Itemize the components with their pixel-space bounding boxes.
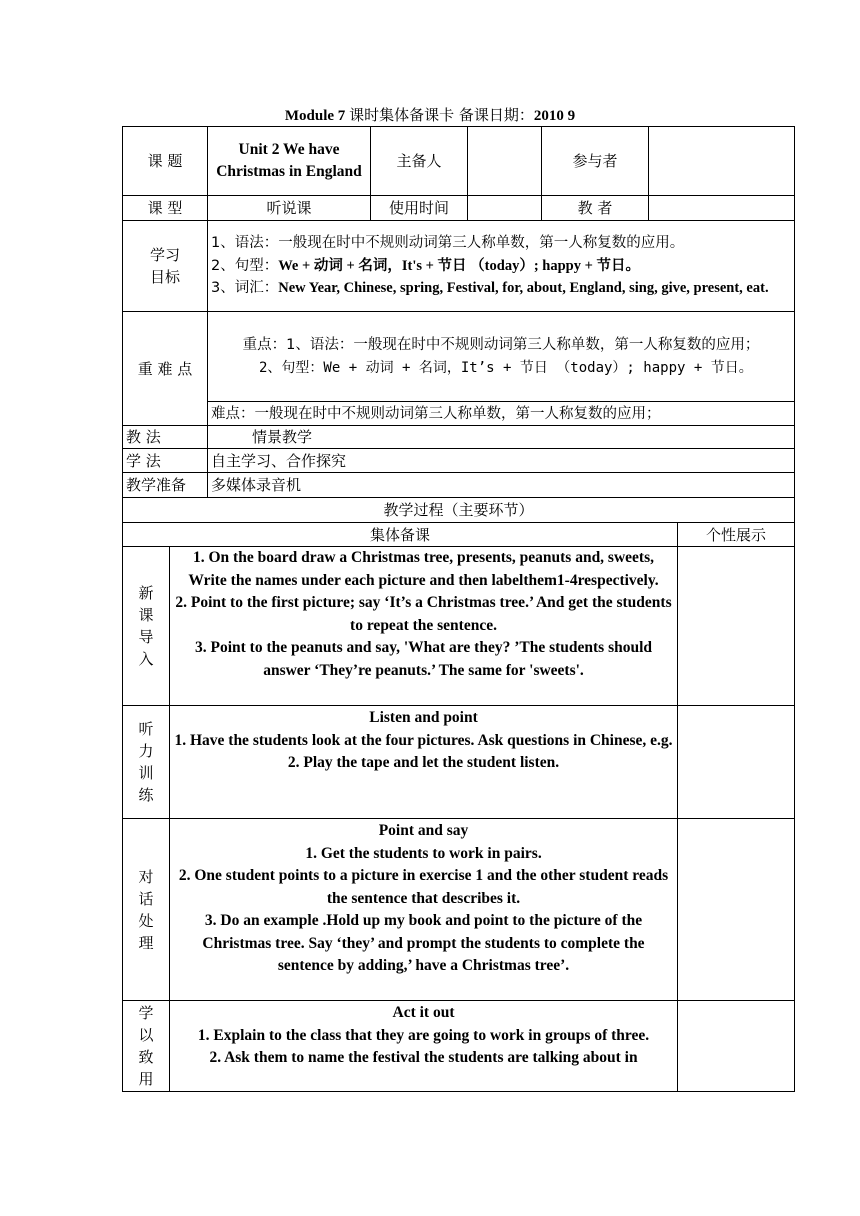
objectives-content xyxy=(208,221,795,312)
stage-content-intro xyxy=(170,547,678,706)
key-points-content xyxy=(208,312,795,402)
stage-line: Point and say xyxy=(378,822,469,839)
objectives-label-line2: 目标 xyxy=(149,268,180,286)
topic-label: 课 题 xyxy=(123,127,208,196)
host-label: 主备人 xyxy=(371,127,468,196)
title-date: 2010 9 xyxy=(533,108,576,124)
objective-vocabulary: 3、词汇：New Year, Chinese, spring, Festival, for, about, England, sing, give, present, eat. xyxy=(211,280,769,297)
collective-prep-header: 集体备课 xyxy=(123,523,678,547)
teacher-label: 教 者 xyxy=(542,196,649,221)
personal-display-header: 个性展示 xyxy=(678,523,795,547)
stage-line: Act it out xyxy=(392,1004,455,1021)
usage-time-value xyxy=(468,196,542,221)
stage-label-application: 学 以 致 用 xyxy=(123,1001,170,1092)
teaching-prep-value: 多媒体录音机 xyxy=(208,473,795,498)
personal-display-cell xyxy=(678,706,795,819)
key-point-pattern: 2、句型：We + 动词 + 名词，It’s + 节日 （today）; happy + 节日。 xyxy=(259,359,753,376)
personal-display-cell xyxy=(678,547,795,706)
process-heading: 教学过程（主要环节） xyxy=(123,498,795,523)
stage-line: 3. Do an example .Hold up my book and point to the picture of the Christmas tree. Say ‘they’ and prompt the students to complete the sentence by adding,’ have a Christmas tree’. xyxy=(202,912,645,974)
type-label: 课 型 xyxy=(123,196,208,221)
stage-line: 1. Have the students look at the four pictures. Ask questions in Chinese, e.g. xyxy=(174,731,673,749)
stage-line: 2. One student points to a picture in exercise 1 and the other student reads the sentence that describes it. xyxy=(178,867,669,907)
key-points-label: 重 难 点 xyxy=(123,312,208,426)
personal-display-cell xyxy=(678,819,795,1001)
objective-pattern: 2、句型：We + 动词 + 名词，It's + 节日 （today）; happy + 节日。 xyxy=(211,257,640,274)
difficult-point: 难点：一般现在时中不规则动词第三人称单数，第一人称复数的应用； xyxy=(208,402,795,426)
stage-line: 3. Point to the peanuts and say, 'What are they? ’The students should answer ‘They’re peanuts.’ The same for 'sweets'. xyxy=(194,639,653,679)
objectives-label-line1: 学习 xyxy=(149,246,180,264)
stage-line: 1. Explain to the class that they are going to work in groups of three. xyxy=(197,1026,650,1044)
host-value xyxy=(468,127,542,196)
teaching-prep-label: 教学准备 xyxy=(123,473,208,498)
stage-content-application xyxy=(170,1001,678,1092)
page-title xyxy=(0,104,860,125)
objective-grammar: 1、语法：一般现在时中不规则动词第三人称单数，第一人称复数的应用。 xyxy=(211,235,685,252)
stage-label-dialogue: 对 话 处 理 xyxy=(123,819,170,1001)
stage-line: 1. On the board draw a Christmas tree, presents, peanuts and, sweets, Write the names under each picture and then labelthem1-4respectively. xyxy=(188,549,659,589)
stage-line: 1. Get the students to work in pairs. xyxy=(305,844,542,862)
participants-label: 参与者 xyxy=(542,127,649,196)
key-point-grammar: 重点：1、语法：一般现在时中不规则动词第三人称单数，第一人称复数的应用； xyxy=(242,337,760,353)
topic-value: Unit 2 We have Christmas in England xyxy=(208,127,371,196)
stage-content-listening xyxy=(170,706,678,819)
type-value: 听说课 xyxy=(208,196,371,221)
teaching-process-table xyxy=(122,522,795,1092)
stage-content-dialogue xyxy=(170,819,678,1001)
stage-label-listening: 听 力 训 练 xyxy=(123,706,170,819)
usage-time-label: 使用时间 xyxy=(371,196,468,221)
learning-method-label: 学 法 xyxy=(123,449,208,473)
stage-line: Listen and point xyxy=(369,709,478,726)
objectives-label xyxy=(123,221,208,312)
stage-line: 2. Ask them to name the festival the students are talking about in xyxy=(209,1049,638,1066)
teaching-method-label: 教 法 xyxy=(123,426,208,449)
personal-display-cell xyxy=(678,1001,795,1092)
participants-value xyxy=(649,127,795,196)
stage-label-intro: 新 课 导 入 xyxy=(123,547,170,706)
learning-method-value: 自主学习、合作探究 xyxy=(208,449,795,473)
title-label: 课时集体备课卡 备课日期： xyxy=(349,106,534,124)
teacher-value xyxy=(649,196,795,221)
stage-line: 2. Play the tape and let the student listen. xyxy=(287,754,560,771)
teaching-method-value: 情景教学 xyxy=(208,426,795,449)
lesson-info-table xyxy=(122,126,795,523)
stage-line: 2. Point to the first picture; say ‘It’s a Christmas tree.’ And get the students to repeat the sentence. xyxy=(175,594,672,634)
title-module: Module 7 xyxy=(284,108,350,124)
